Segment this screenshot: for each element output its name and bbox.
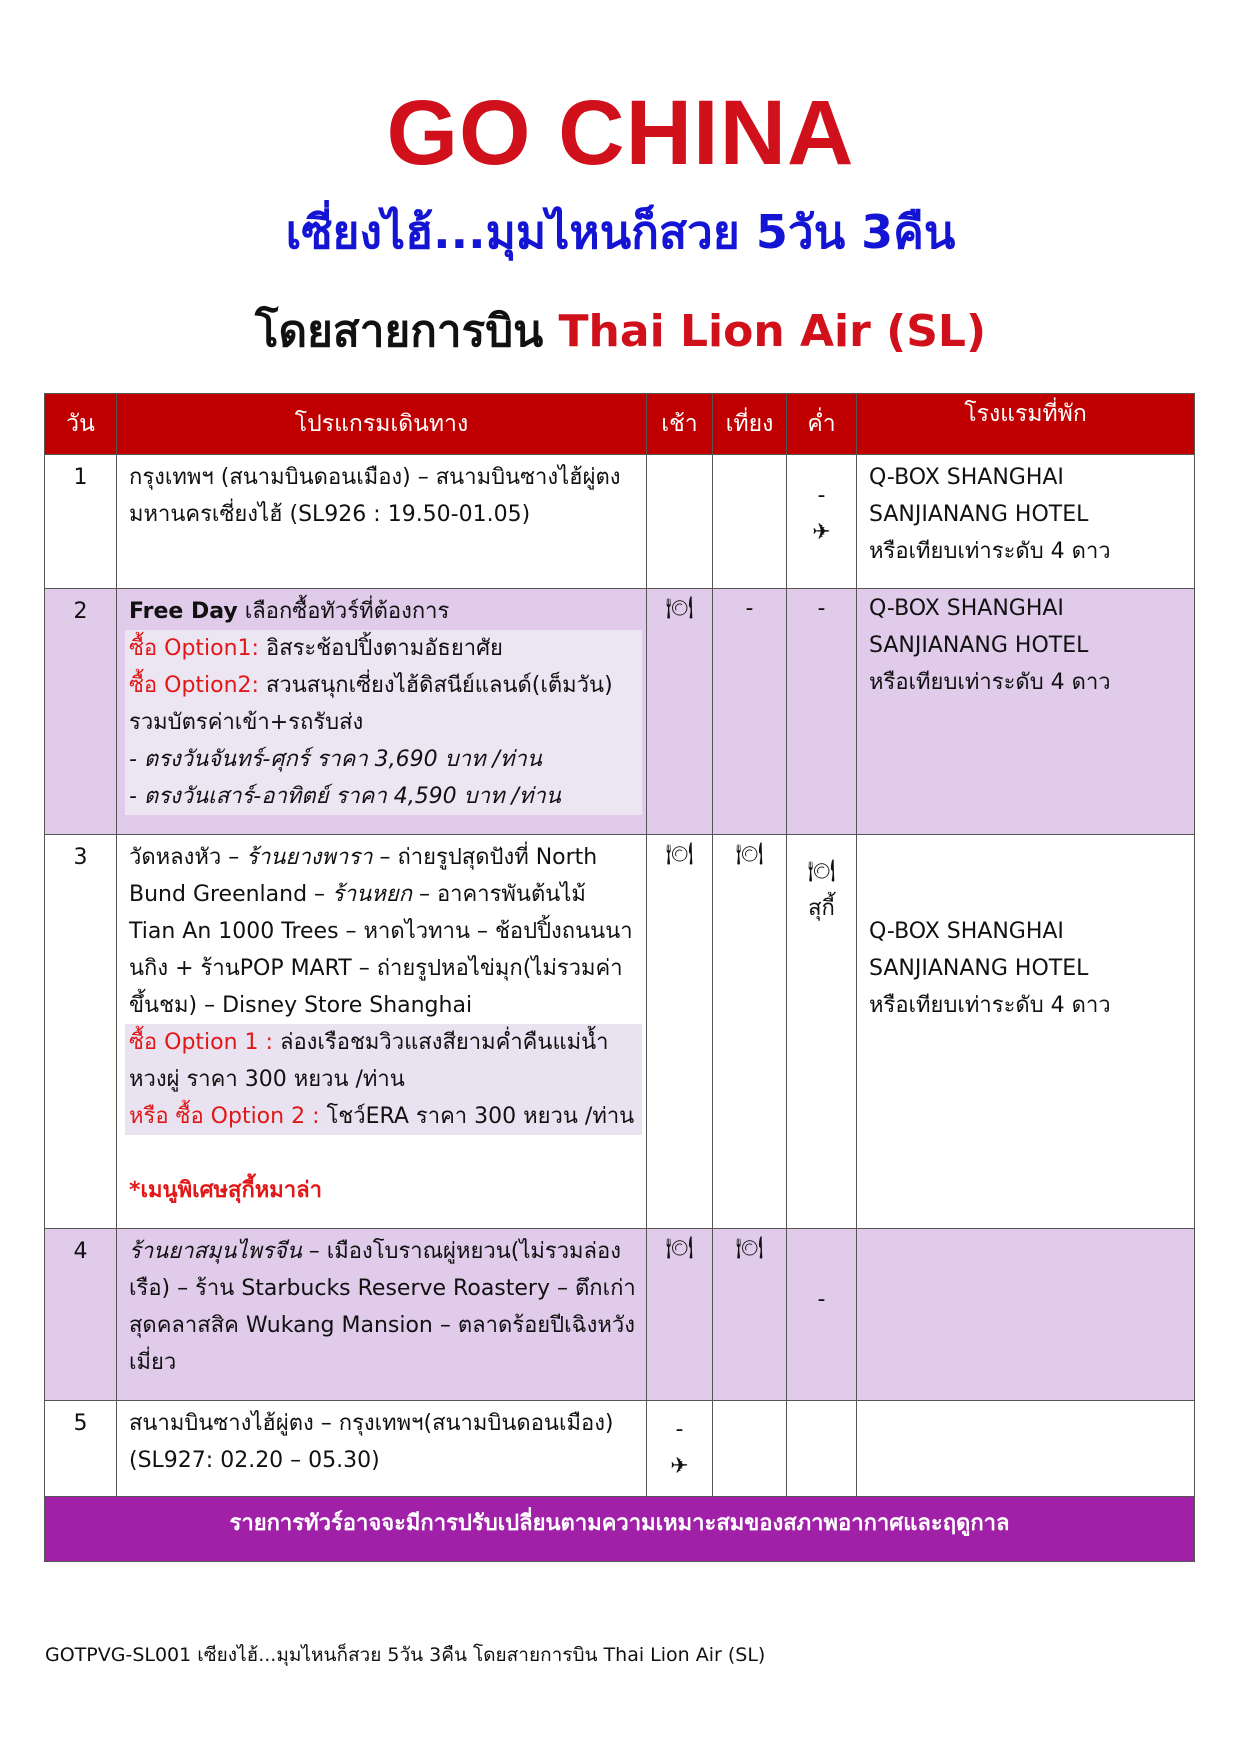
airline-name: Thai Lion Air (SL) bbox=[558, 306, 987, 357]
program-cell bbox=[117, 1229, 647, 1401]
option1-line bbox=[129, 1024, 638, 1098]
hotel-name-line2: SANJIANANG HOTEL bbox=[869, 633, 1089, 658]
lunch-meal-icon: 🍽 bbox=[713, 835, 787, 1229]
hotel-cell bbox=[857, 835, 1195, 1229]
program-text: สนามบินซางไฮ้ผู่ตง – กรุงเทพฯ(สนามบินดอนเมือง) (SL927: 02.20 – 05.30) bbox=[117, 1401, 647, 1497]
breakfast-dash: - bbox=[675, 1417, 684, 1442]
breakfast-cell bbox=[647, 455, 713, 589]
shop-rubber: ร้านยางพารา bbox=[246, 845, 373, 870]
program-cell bbox=[117, 835, 647, 1229]
day3-program-text bbox=[129, 839, 638, 1024]
program-part: วัดหลงหัว – bbox=[129, 845, 247, 870]
dinner-cell bbox=[787, 1401, 857, 1497]
option1-text: อิสระช้อปปิ้งตามอัธยาศัย bbox=[258, 636, 503, 661]
lunch-meal-icon: 🍽 bbox=[713, 1229, 787, 1401]
hotel-equivalent: หรือเทียบเท่าระดับ 4 ดาว bbox=[869, 993, 1111, 1018]
program-text: กรุงเทพฯ (สนามบินดอนเมือง) – สนามบินซางไฮ้ผู่ตง มหานครเซี่ยงไฮ้ (SL926 : 19.50-01.05) bbox=[117, 455, 647, 589]
free-day-text: เลือกซื้อทัวร์ที่ต้องการ bbox=[237, 599, 450, 624]
day-number: 1 bbox=[45, 455, 117, 589]
price-weekday: - ตรงวันจันทร์-ศุกร์ ราคา 3,690 บาท /ท่าน bbox=[129, 747, 542, 772]
day-number: 5 bbox=[45, 1401, 117, 1497]
lunch-cell bbox=[713, 455, 787, 589]
shop-jade: ร้านหยก bbox=[332, 882, 412, 907]
table-row-day2 bbox=[45, 589, 1195, 835]
page-title: GO CHINA bbox=[386, 82, 855, 184]
option2-label: หรือ ซื้อ Option 2 : bbox=[129, 1104, 320, 1129]
special-menu-note: *เมนูพิเศษสุกี้หมาล่า bbox=[129, 1178, 322, 1203]
col-lunch-header: เที่ยง bbox=[713, 394, 787, 455]
program-part: – ถ่ายรูปสุดปังที่ North Bund Greenland – bbox=[129, 845, 598, 907]
option2-line bbox=[129, 1098, 638, 1135]
dinner-cell bbox=[787, 455, 857, 589]
day-number: 2 bbox=[45, 589, 117, 835]
hotel-name-line2: SANJIANANG HOTEL bbox=[869, 502, 1089, 527]
hotel-name-line1: Q-BOX SHANGHAI bbox=[869, 596, 1064, 621]
option1-line bbox=[129, 630, 638, 667]
table-header-row bbox=[45, 394, 1195, 455]
hotel-equivalent: หรือเทียบเท่าระดับ 4 ดาว bbox=[869, 670, 1111, 695]
dinner-cell: - bbox=[787, 1229, 857, 1401]
table-row-day4 bbox=[45, 1229, 1195, 1401]
itinerary-table bbox=[44, 393, 1195, 1562]
price-weekend: - ตรงวันเสาร์-อาทิตย์ ราคา 4,590 บาท /ท่าน bbox=[129, 784, 561, 809]
lunch-cell bbox=[713, 1401, 787, 1497]
hotel-cell bbox=[857, 455, 1195, 589]
hotel-name-line1: Q-BOX SHANGHAI bbox=[869, 919, 1064, 944]
program-part: – เมืองโบราณผู่หยวน(ไม่รวมล่องเรือ) – ร้าน Starbucks Reserve Roastery – ตึกเก่าสุดคลาสสิค Wukang Mansion – ตลาดร้อยปีเฉิงหวังเมี่ยว bbox=[129, 1239, 636, 1375]
option2-label: ซื้อ Option2: bbox=[129, 673, 259, 698]
breakfast-meal-icon: 🍽 bbox=[647, 589, 713, 835]
col-dinner-header: ค่ำ bbox=[787, 394, 857, 455]
lunch-cell: - bbox=[713, 589, 787, 835]
dinner-meal-icon: 🍽 bbox=[807, 859, 836, 884]
option-box bbox=[125, 630, 642, 815]
hotel-cell bbox=[857, 1401, 1195, 1497]
option1-label: ซื้อ Option1: bbox=[129, 636, 259, 661]
airline-prefix: โดยสายการบิน bbox=[254, 306, 559, 357]
hotel-equivalent: หรือเทียบเท่าระดับ 4 ดาว bbox=[869, 539, 1111, 564]
hotel-cell bbox=[857, 1229, 1195, 1401]
option2-text: โชว์ERA ราคา 300 หยวน /ท่าน bbox=[319, 1104, 635, 1129]
option-box bbox=[125, 1024, 642, 1135]
hotel-name-line2: SANJIANANG HOTEL bbox=[869, 956, 1089, 981]
col-program-header: โปรแกรมเดินทาง bbox=[117, 394, 647, 455]
col-hotel-header: โรงแรมที่พัก bbox=[857, 394, 1195, 455]
hotel-cell bbox=[857, 589, 1195, 835]
option2-text: สวนสนุกเซี่ยงไฮ้ดิสนีย์แลนด์(เต็มวัน) รวมบัตรค่าเข้า+รถรับส่ง bbox=[129, 673, 613, 735]
table-row-day1 bbox=[45, 455, 1195, 589]
col-breakfast-header: เช้า bbox=[647, 394, 713, 455]
airline-line bbox=[0, 300, 1241, 364]
free-day-label: Free Day bbox=[129, 599, 238, 624]
option1-label: ซื้อ Option 1 : bbox=[129, 1030, 273, 1055]
breakfast-meal-icon: 🍽 bbox=[647, 1229, 713, 1401]
itinerary-note: รายการทัวร์อาจจะมีการปรับเปลี่ยนตามความเหมาะสมของสภาพอากาศและฤดูกาล bbox=[45, 1497, 1195, 1562]
program-cell bbox=[117, 589, 647, 835]
option1-text: ล่องเรือชมวิวแสงสียามค่ำคืนแม่น้ำหวงผู่ ราคา 300 หยวน /ท่าน bbox=[129, 1030, 609, 1092]
airplane-icon: ✈ bbox=[812, 520, 831, 545]
airplane-icon: ✈ bbox=[670, 1454, 689, 1479]
program-part: – อาคารพันต้นไม้ Tian An 1000 Trees – หาดไวทาน – ช้อปปิ้งถนนนานกิง + ร้านPOP MART – ถ่ายรูปหอไข่มุก(ไม่รวมค่าขึ้นชม) – Disney Store Shanghai bbox=[129, 882, 633, 1018]
breakfast-cell bbox=[647, 1401, 713, 1497]
option2-line bbox=[129, 667, 638, 741]
day-number: 3 bbox=[45, 835, 117, 1229]
free-day-line bbox=[129, 593, 638, 630]
breakfast-meal-icon: 🍽 bbox=[647, 835, 713, 1229]
tour-subtitle: เซี่ยงไฮ้...มุมไหนก็สวย 5วัน 3คืน bbox=[285, 205, 956, 259]
table-row-day5 bbox=[45, 1401, 1195, 1497]
table-note-row bbox=[45, 1497, 1195, 1562]
page-footer: GOTPVG-SL001 เซียงไฮ้...มุมไหนก็สวย 5วัน 3คืน โดยสายการบิน Thai Lion Air (SL) bbox=[45, 1644, 766, 1666]
table-row-day3 bbox=[45, 835, 1195, 1229]
dinner-note: สุกี้ bbox=[808, 896, 835, 921]
day-number: 4 bbox=[45, 1229, 117, 1401]
herb-shop: ร้านยาสมุนไพรจีน bbox=[129, 1239, 302, 1264]
hotel-name-line1: Q-BOX SHANGHAI bbox=[869, 465, 1064, 490]
col-day-header: วัน bbox=[45, 394, 117, 455]
dinner-cell: - bbox=[787, 589, 857, 835]
dinner-dash: - bbox=[817, 483, 826, 508]
dinner-cell bbox=[787, 835, 857, 1229]
